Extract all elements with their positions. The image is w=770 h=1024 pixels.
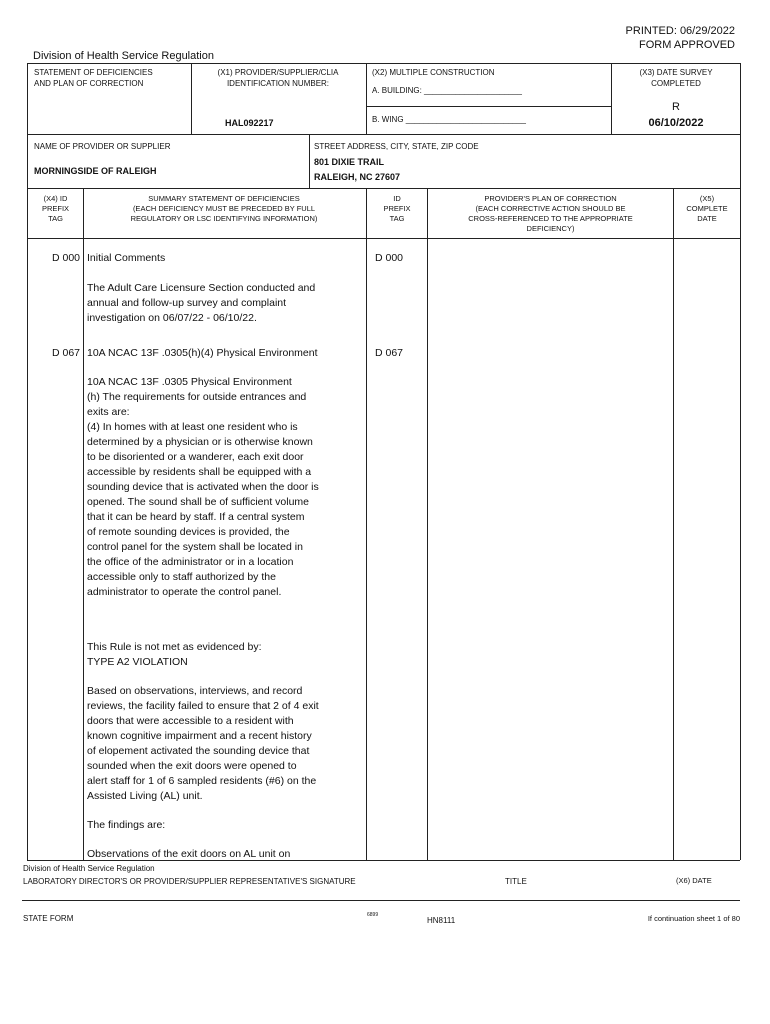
paragraph-not-met: This Rule is not met as evidenced by: TYPE A2 VIOLATION: [87, 641, 262, 668]
x3-date: 06/10/2022: [648, 117, 704, 129]
x2-label: (X2) MULTIPLE CONSTRUCTION: [372, 68, 495, 77]
form-approved: FORM APPROVED: [639, 39, 735, 51]
d067-tag: D 067: [52, 347, 81, 359]
col-plan-header: PROVIDER'S PLAN OF CORRECTION (EACH CORRECTIVE ACTION SHOULD BE CROSS-REFERENCED TO THE APPROPRIATE DEFICIENCY): [468, 194, 633, 233]
signature-label: LABORATORY DIRECTOR'S OR PROVIDER/SUPPLIER REPRESENTATIVE'S SIGNATURE: [23, 877, 356, 886]
provider-name: MORNINGSIDE OF RALEIGH: [34, 166, 157, 176]
paragraph-intro: The Adult Care Licensure Section conducted and annual and follow-up survey and complaint investigation on 06/07/22 - 06/10/22.: [87, 282, 316, 324]
form-code: 6899: [367, 912, 379, 918]
hn-code: HN8111: [427, 916, 456, 925]
continuation-sheet: If continuation sheet 1 of 80: [647, 914, 740, 923]
address-label: STREET ADDRESS, CITY, STATE, ZIP CODE: [314, 142, 479, 151]
printed-date: PRINTED: 06/29/2022: [625, 25, 735, 37]
wing-field: B. WING ___________________________: [372, 115, 526, 124]
d067-title: 10A NCAC 13F .0305(h)(4) Physical Environment: [87, 347, 318, 359]
x3-label: (X3) DATE SURVEY COMPLETED: [639, 68, 713, 88]
paragraph-findings: The findings are:: [87, 819, 166, 831]
col-x4-header: (X4) ID PREFIX TAG: [41, 194, 70, 223]
division-title: Division of Health Service Regulation: [33, 50, 214, 62]
statement-label: STATEMENT OF DEFICIENCIES AND PLAN OF CORRECTION: [34, 68, 153, 88]
address-line1: 801 DIXIE TRAIL: [314, 157, 385, 167]
x1-label: (X1) PROVIDER/SUPPLIER/CLIA IDENTIFICATION NUMBER:: [217, 68, 339, 88]
paragraph-observations: Observations of the exit doors on AL unit on: [87, 848, 291, 860]
paragraph-rule: 10A NCAC 13F .0305 Physical Environment (h) The requirements for outside entrances and exits are: (4) In homes with at least one resident who is determined by a physician or is otherwise known to be disoriented or a wanderer, each exit door accessible by residents shall be equipped with a sounding device that is activated when the door is opened. The sound shall be of sufficient volume that it can be heard by staff. If a central system of remote sounding devices is provided, the control panel for the system shall be located in the office of the administrator or in a location accessible only to staff authorized by the administrator to operate the control panel.: [87, 376, 319, 598]
x3-r: R: [672, 101, 680, 113]
d067-id: D 067: [375, 347, 404, 359]
d000-title: Initial Comments: [87, 252, 166, 264]
address-line2: RALEIGH, NC 27607: [314, 172, 401, 182]
footer-division: Division of Health Service Regulation: [23, 864, 155, 873]
paragraph-based-on: Based on observations, interviews, and record reviews, the facility failed to ensure that 2 of 4 exit doors that were accessible to a resident with known cognitive impairment and a recent history of elopement activated the sounding device that sounded when the exit doors were opened to alert staff for 1 of 6 sampled residents (#6) on the Assisted Living (AL) unit.: [87, 685, 319, 802]
col-x5-header: (X5) COMPLETE DATE: [686, 194, 728, 223]
col-summary-header: SUMMARY STATEMENT OF DEFICIENCIES (EACH DEFICIENCY MUST BE PRECEDED BY FULL REGULATORY OR LSC IDENTIFYING INFORMATION): [130, 194, 318, 223]
date-label: (X6) DATE: [676, 876, 712, 885]
d000-tag: D 000: [52, 252, 81, 264]
d000-id: D 000: [375, 252, 404, 264]
title-label: TITLE: [505, 877, 527, 886]
x1-value: HAL092217: [225, 118, 274, 128]
state-form-label: STATE FORM: [23, 914, 74, 923]
provider-label: NAME OF PROVIDER OR SUPPLIER: [34, 142, 171, 151]
col-id-header: ID PREFIX TAG: [383, 194, 411, 223]
building-field: A. BUILDING: ______________________: [372, 86, 522, 95]
